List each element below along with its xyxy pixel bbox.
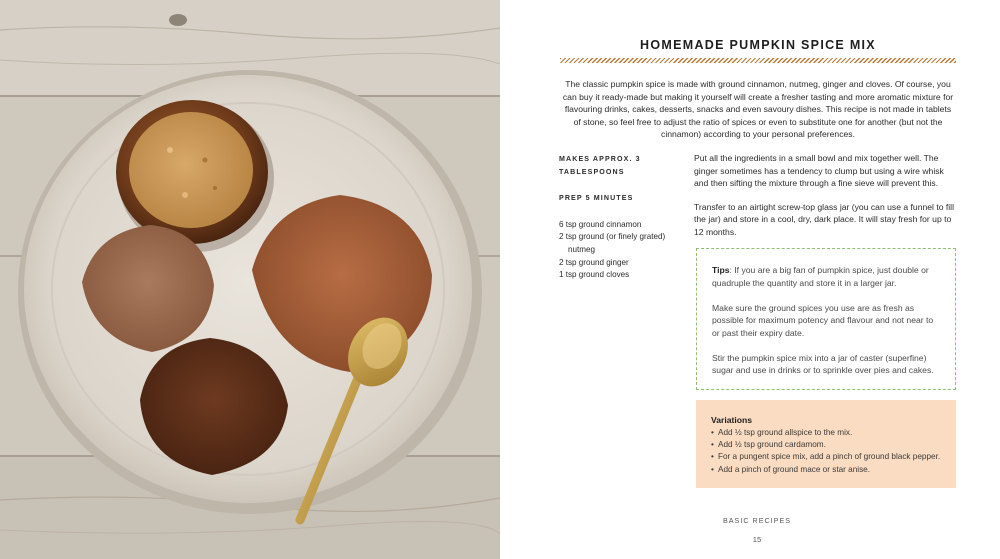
recipe-method — [694, 152, 958, 250]
recipe-yield: MAKES APPROX. 3 TABLESPOONS — [559, 155, 641, 176]
tips-box — [696, 248, 956, 390]
recipe-page — [500, 0, 1000, 559]
variations-box — [696, 400, 956, 488]
footer-section-title: BASIC RECIPES — [722, 516, 792, 525]
bullet-icon: • — [711, 440, 714, 449]
recipe-prep-time: PREP 5 MINUTES — [559, 194, 634, 203]
variation-item: • Add ½ tsp ground allspice to the mix. — [711, 427, 942, 439]
page-number: 15 — [752, 535, 762, 544]
tip-text: : If you are a big fan of pumpkin spice, just double or quadruple the quantity and store it in a larger jar. — [712, 265, 929, 288]
variations-list — [711, 427, 942, 477]
tip-paragraph — [712, 264, 941, 289]
tip-paragraph: Stir the pumpkin spice mix into a jar of caster (superfine) sugar and use in drinks or to sprinkle over pies and cakes. — [712, 352, 934, 376]
bullet-icon: • — [711, 427, 714, 437]
method-step: Transfer to an airtight screw-top glass jar (you can use a funnel to fill the jar) and store in a cool, dry, dark place. It will stay fresh for up to 12 months. — [694, 201, 955, 237]
variation-item: • Add a pinch of ground mace or star anise. — [711, 464, 942, 476]
recipe-meta — [559, 153, 687, 282]
ingredient-item: 6 tsp ground cinnamon — [559, 219, 642, 229]
ingredient-item: 2 tsp ground (or finely grated) nutmeg — [559, 232, 666, 254]
variations-title: Variations — [711, 415, 753, 425]
ingredient-item: 2 tsp ground ginger — [559, 257, 629, 267]
method-step: Put all the ingredients in a small bowl and mix together well. The ginger sometimes has a tendency to clump but using a wire whisk and then sifting the mixture through a fine sieve will prevent this. — [694, 153, 944, 189]
recipe-title: HOMEMADE PUMPKIN SPICE MIX — [640, 38, 876, 52]
title-divider — [560, 58, 956, 63]
recipe-intro: The classic pumpkin spice is made with ground cinnamon, nutmeg, ginger and cloves. Of course, you can buy it ready-made but making it yourself will create a fresher tasting and more aromatic mixture for flavouring drinks, cakes, desserts, snacks and even savoury dishes. This recipe is not made in tablets of stone, so feel free to adjust the ratio of spices or even to substitute one for another (but not the cinnamon) according to your personal preferences. — [562, 79, 954, 140]
ingredient-list — [559, 219, 687, 282]
variation-item: • For a pungent spice mix, add a pinch of ground black pepper. — [711, 451, 942, 463]
bullet-icon: • — [711, 452, 714, 462]
bullet-icon: • — [711, 464, 714, 474]
tips-label: Tips — [712, 265, 730, 275]
ingredient-item: 1 tsp ground cloves — [559, 270, 630, 280]
tip-paragraph: Make sure the ground spices you use are as fresh as possible for maximum potency and flavour and not near to or past their expiry date. — [712, 302, 934, 338]
variation-item: • Add ½ tsp ground cardamom. — [711, 439, 942, 451]
